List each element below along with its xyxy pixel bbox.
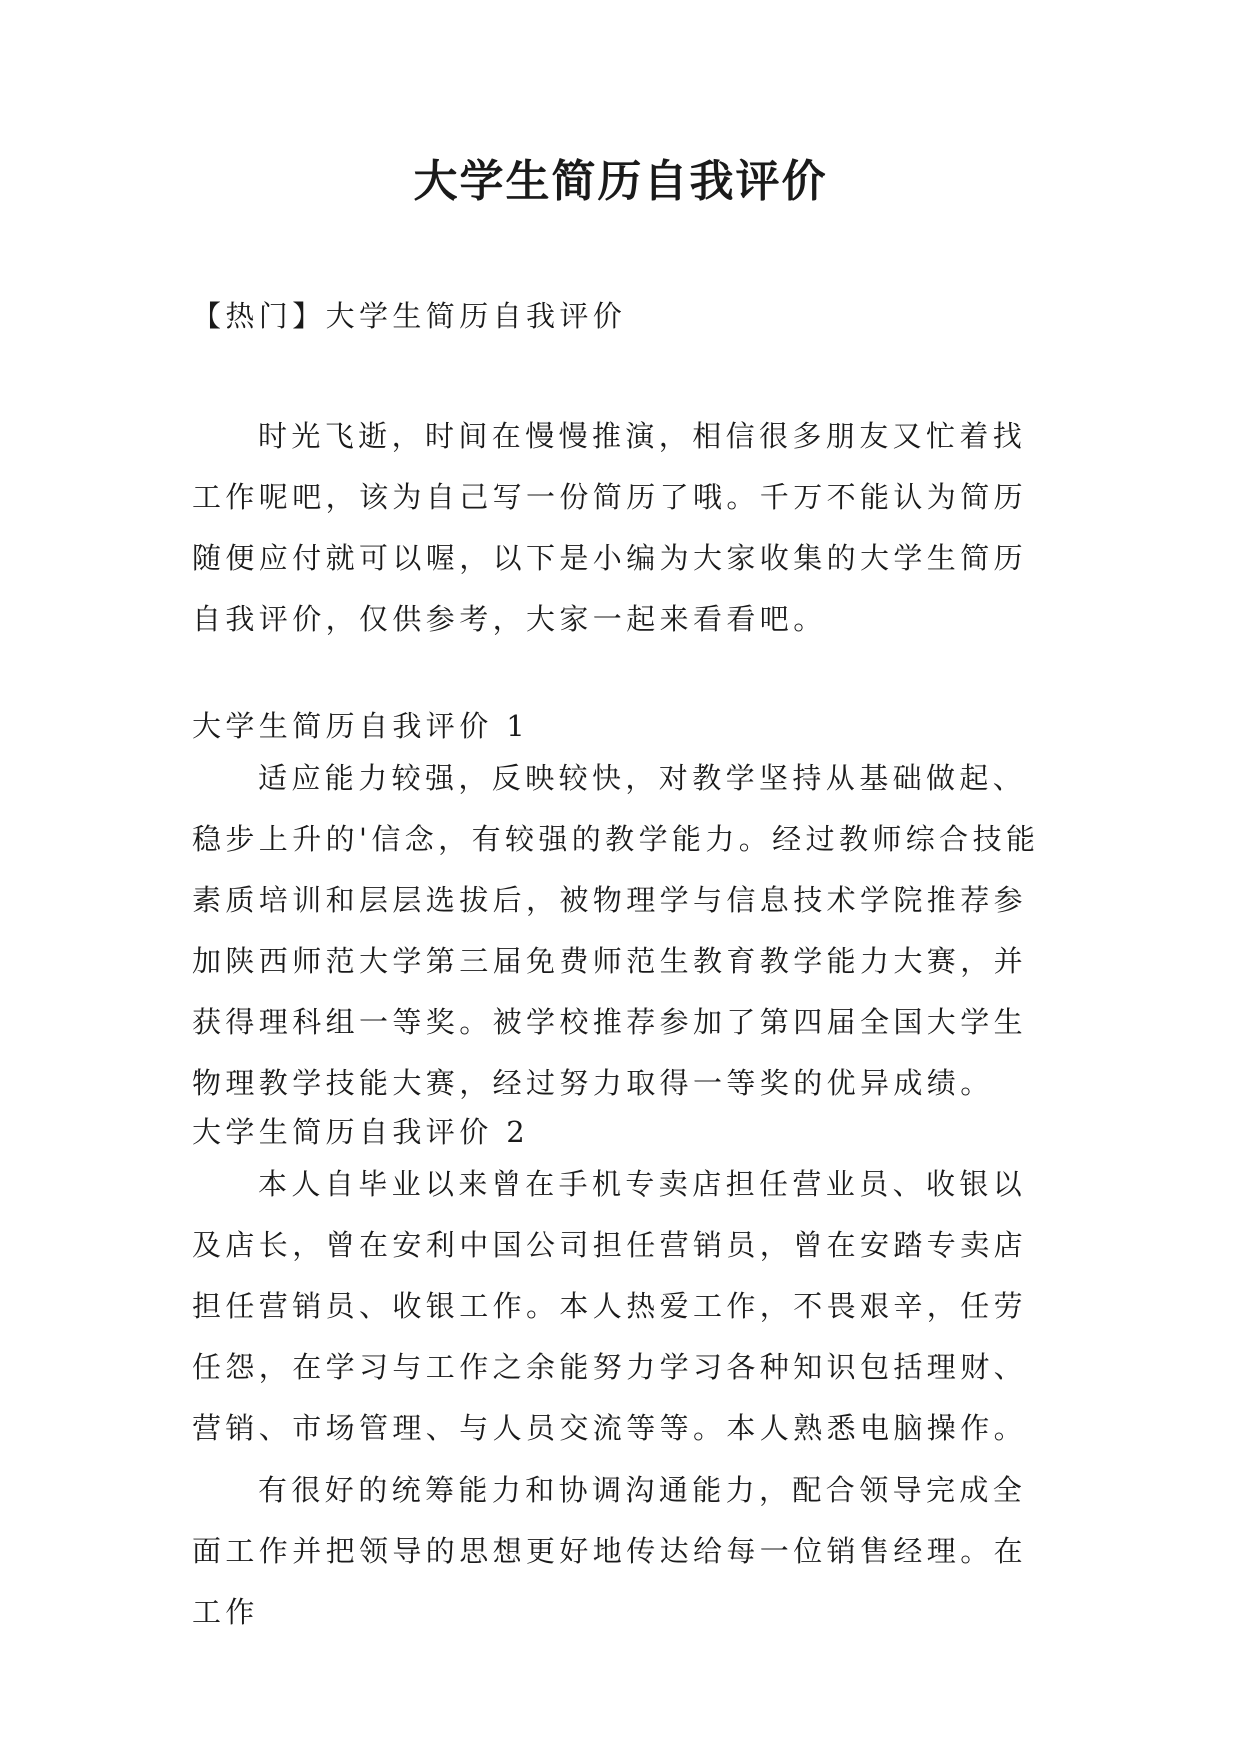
section-2-heading: 大学生简历自我评价 2 xyxy=(192,1115,530,1149)
section-1-paragraph: 适应能力较强，反映较快，对教学坚持从基础做起、稳步上升的'信念，有较强的教学能力。经过教师综合技能素质培训和层层选拔后，被物理学与信息技术学院推荐参加陕西师范大学第三届免费师范生教育教学能力大赛，并获得理科组一等奖。被学校推荐参加了第四届全国大学生物理教学技能大赛，经过努力取得一等奖的优异成绩。 xyxy=(192,761,1040,1100)
section-2-paragraph-1: 本人自毕业以来曾在手机专卖店担任营业员、收银以及店长，曾在安利中国公司担任营销员，曾在安踏专卖店担任营销员、收银工作。本人热爱工作，不畏艰辛，任劳任怨，在学习与工作之余能努力学习各种知识包括理财、营销、市场管理、与人员交流等等。本人熟悉电脑操作。 xyxy=(192,1167,1028,1445)
section-2-paragraph-2: 有很好的统筹能力和协调沟通能力，配合领导完成全面工作并把领导的思想更好地传达给每一位销售经理。在工作 xyxy=(192,1473,1028,1629)
intro-paragraph: 时光飞逝，时间在慢慢推演，相信很多朋友又忙着找工作呢吧，该为自己写一份简历了哦。千万不能认为简历随便应付就可以喔，以下是小编为大家收集的大学生简历自我评价，仅供参考，大家一起来看看吧。 xyxy=(192,419,1028,636)
document-title: 大学生简历自我评价 xyxy=(413,156,828,207)
section-1-heading: 大学生简历自我评价 1 xyxy=(192,709,530,743)
document-subtitle: 【热门】大学生简历自我评价 xyxy=(192,299,627,333)
